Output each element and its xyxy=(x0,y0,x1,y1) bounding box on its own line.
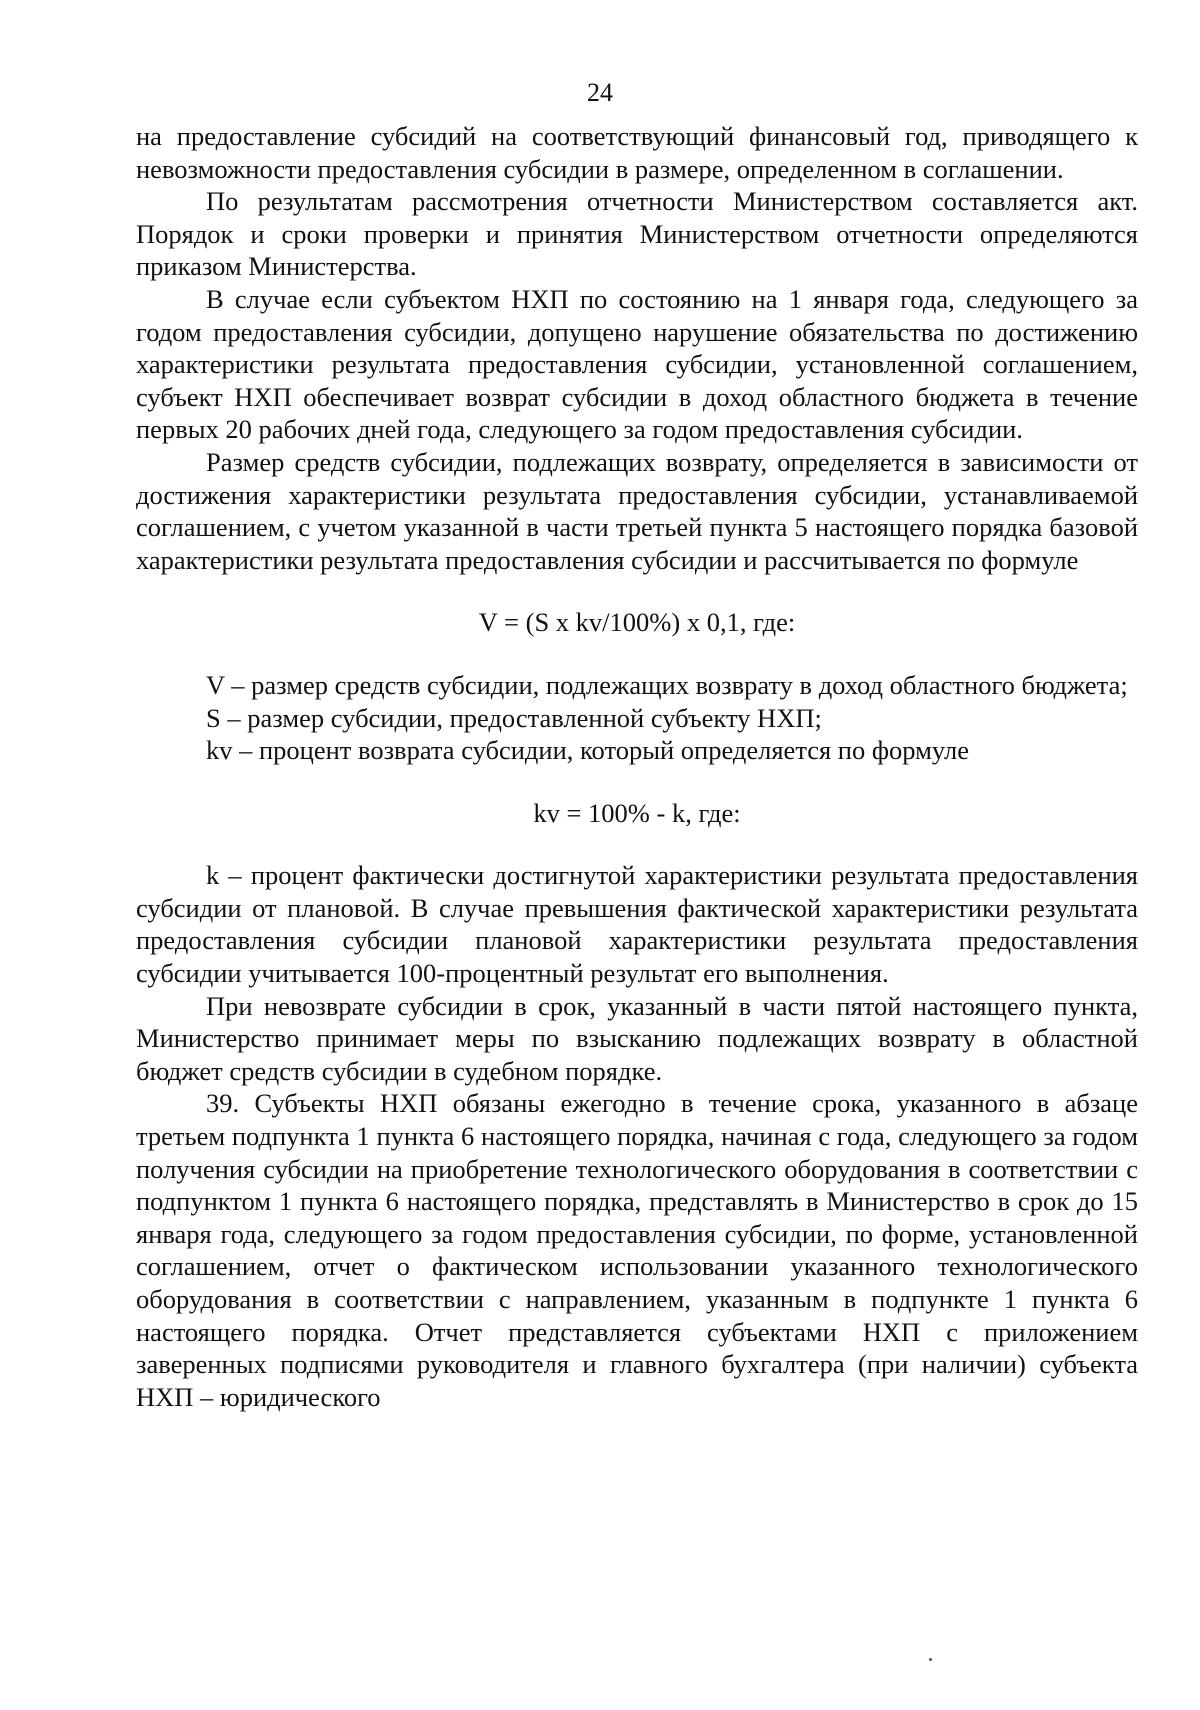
paragraph-def-k: k – процент фактически достигнутой характеристики результата предоставления субсидии от плановой. В случае превышения фактической характеристики результата предоставления субсидии плановой характеристики результата предоставления субсидии учитывается 100-процентный результат его выполнения. xyxy=(136,860,1138,989)
paragraph-def-kv: kv – процент возврата субсидии, который определяется по формуле xyxy=(206,735,969,766)
page-number: 24 xyxy=(587,78,613,107)
paragraph-def-v: V – размер средств субсидии, подлежащих возврату в доход областного бюджета; xyxy=(206,669,1128,700)
spacer xyxy=(136,767,1138,797)
paragraph-non-return: При невозврате субсидии в срок, указанный в части пятой настоящего пункта, Министерство принимает меры по взысканию подлежащих возврату в областной бюджет средств субсидии в судебном порядке. xyxy=(136,990,1138,1086)
paragraph-violation-return: В случае если субъектом НХП по состоянию на 1 января года, следующего за годом предоставления субсидии, допущено нарушение обязательства по достижению характеристики результата предоставления субсидии, установленной соглашением, субъект НХП обеспечивает возврат субсидии в доход областного бюджета в течение первых 20 рабочих дней года, следующего за годом предоставления субсидии. xyxy=(136,283,1138,445)
formula-kv: kv = 100% - k, где: xyxy=(533,797,741,828)
spacer xyxy=(136,639,1138,669)
scan-speck xyxy=(929,1658,932,1661)
paragraph-def-s: S – размер субсидии, предоставленной субъекту НХП; xyxy=(206,702,822,733)
paragraph-continuation: на предоставление субсидий на соответствующий финансовый год, приводящего к невозможности предоставления субсидии в размере, определенном в соглашении. xyxy=(136,121,1138,184)
paragraph-item-39: 39. Субъекты НХП обязаны ежегодно в течение срока, указанного в абзаце третьем подпункта 1 пункта 6 настоящего порядка, начиная с года, следующего за годом получения субсидии на приобретение технологического оборудования в соответствии с подпунктом 1 пункта 6 настоящего порядка, представлять в Министерство в срок до 15 января года, следующего за годом предоставления субсидии, по форме, установленной соглашением, отчет о фактическом использовании указанного технологического оборудования в соответствии с направлением, указанным в подпункте 1 пункта 6 настоящего порядка. Отчет представляется субъектами НХП с приложением заверенных подписями руководителя и главного бухгалтера (при наличии) субъекта НХП – юридического xyxy=(136,1088,1138,1412)
formula-return-volume: V = (S x kv/100%) x 0,1, где: xyxy=(478,607,796,638)
paragraph-return-amount: Размер средств субсидии, подлежащих возврату, определяется в зависимости от достижения характеристики результата предоставления субсидии, устанавливаемой соглашением, с учетом указанной в части третьей пункта 5 настоящего порядка базовой характеристики результата предоставления субсидии и рассчитывается по формуле xyxy=(136,446,1138,575)
spacer xyxy=(136,829,1138,859)
paragraph-report-act: По результатам рассмотрения отчетности Министерством составляется акт. Порядок и сроки проверки и принятия Министерством отчетности определяются приказом Министерства. xyxy=(136,186,1138,282)
spacer xyxy=(136,576,1138,606)
document-body xyxy=(136,120,1138,1413)
